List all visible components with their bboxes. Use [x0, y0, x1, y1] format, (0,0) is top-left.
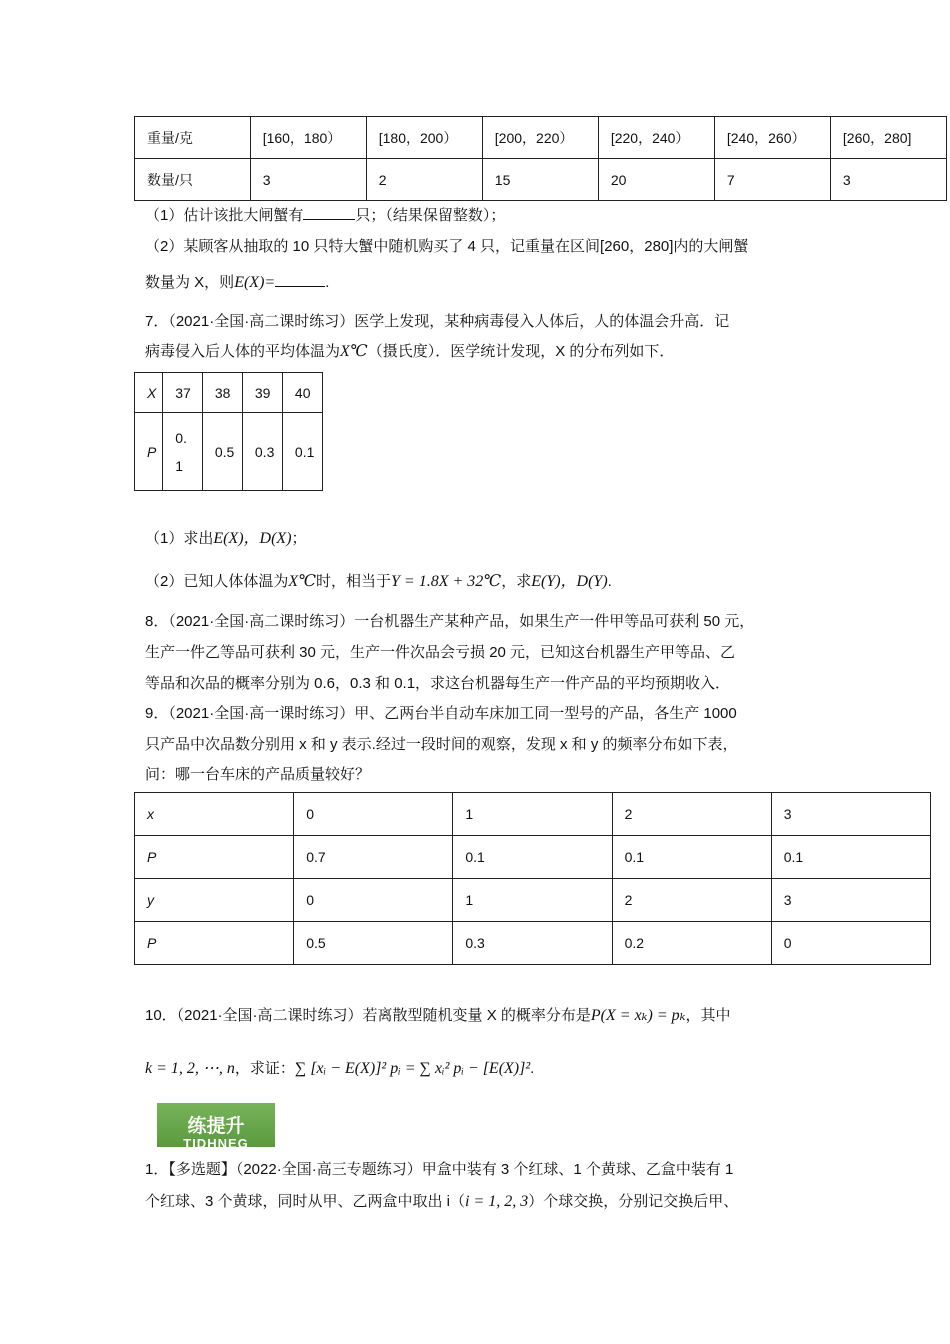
- table-cell: 40: [282, 373, 322, 413]
- math-expression: i = 1, 2, 3: [465, 1193, 529, 1210]
- q10-line1: [145, 1006, 730, 1026]
- py-row: [135, 922, 931, 965]
- table-cell: 2: [612, 793, 771, 836]
- q6-part2-text: 数量为 X，则: [145, 274, 235, 291]
- table-cell: 0: [294, 793, 453, 836]
- table-cell: 20: [598, 159, 714, 201]
- y-row: [135, 879, 931, 922]
- table-cell: x: [135, 793, 294, 836]
- math-proof-expression: ∑ [xᵢ − E(X)]² pᵢ = ∑ xᵢ² pᵢ − [E(X)]²: [294, 1060, 531, 1077]
- table-cell: 0.7: [294, 836, 453, 879]
- q9-line3: 问：哪一台车床的产品质量较好？: [145, 766, 371, 783]
- period: .: [607, 573, 612, 590]
- qup1-text: 个红球、3 个黄球，同时从甲、乙两盒中取出 i（: [145, 1193, 466, 1210]
- table-cell: 0.1: [282, 413, 322, 491]
- header-row: [135, 373, 323, 413]
- q6-part1-text: （1）估计该批大闸蟹有: [145, 207, 304, 224]
- table-cell: 0. 1: [163, 413, 203, 491]
- table-cell: 重量/克: [135, 117, 251, 159]
- table-cell: 38: [202, 373, 242, 413]
- table-cell: [180，200）: [366, 117, 482, 159]
- q10-text: 10．（2021·全国·高二课时练习）若离散型随机变量 X 的概率分布是: [145, 1007, 591, 1024]
- table-cell: 1: [453, 879, 612, 922]
- qup1-text: ）个球交换，分别记交换后甲、: [528, 1193, 739, 1210]
- q9-line1: 9．（2021·全国·高一课时练习）甲、乙两台半自动车床加工同一型号的产品，各生产 1000: [145, 705, 737, 722]
- q6-part1-text-end: 只；（结果保留整数）；: [355, 207, 506, 224]
- q7-line1: 7．（2021·全国·高二课时练习）医学上发现，某种病毒侵入人体后，人的体温会升高．记: [145, 313, 730, 330]
- math-variable: X℃: [288, 573, 317, 590]
- q10-text: ，其中: [685, 1007, 731, 1024]
- q7-text-end: （摄氏度）．医学统计发现，X 的分布列如下．: [367, 343, 675, 360]
- table-cell: P: [135, 836, 294, 879]
- table-cell: 3: [250, 159, 366, 201]
- math-expression: E(Y)，D(Y): [531, 573, 608, 590]
- q7-text: 病毒侵入后人体的平均体温为: [145, 343, 341, 360]
- table-cell: 0: [771, 922, 930, 965]
- q6-part2-line2: [145, 272, 329, 293]
- table-cell: [240，260）: [714, 117, 830, 159]
- table-cell: [160，180）: [250, 117, 366, 159]
- table-cell: 0.1: [771, 836, 930, 879]
- q6-part1: [145, 205, 505, 226]
- semicolon: ；: [291, 530, 307, 547]
- x-row: [135, 793, 931, 836]
- table-cell: [220，240）: [598, 117, 714, 159]
- table-cell: 0.3: [242, 413, 282, 491]
- answer-blank: [303, 205, 355, 220]
- table-cell: [260，280]: [830, 117, 946, 159]
- table-cell: 3: [830, 159, 946, 201]
- table-cell: 1: [453, 793, 612, 836]
- table-cell: P: [135, 922, 294, 965]
- weight-table: [134, 116, 947, 201]
- math-expression: k = 1, 2, ⋯, n: [145, 1060, 235, 1077]
- table-cell: 2: [366, 159, 482, 201]
- table-cell: 0.1: [453, 836, 612, 879]
- q8-line3: 等品和次品的概率分别为 0.6，0.3 和 0.1，求这台机器每生产一件产品的平均预期收入．: [145, 675, 731, 692]
- table-cell: [200，220）: [482, 117, 598, 159]
- table-cell: 0.5: [294, 922, 453, 965]
- badge-subtitle: TIDHNEG: [183, 1136, 249, 1147]
- q7-part2-text: （2）已知人体体温为: [145, 573, 289, 590]
- table-cell: 0: [294, 879, 453, 922]
- period: .: [530, 1060, 535, 1077]
- weight-row: [135, 117, 947, 159]
- table-cell: 15: [482, 159, 598, 201]
- section-badge: [157, 1103, 275, 1147]
- count-row: [135, 159, 947, 201]
- q6-part2-line1: （2）某顾客从抽取的 10 只特大蟹中随机购买了 4 只，记重量在区间[260，280]内的大闸蟹: [145, 238, 749, 255]
- answer-blank: [275, 272, 325, 287]
- frequency-distribution-table: [134, 792, 931, 965]
- table-cell: 0.3: [453, 922, 612, 965]
- q10-text: ，求证：: [234, 1060, 295, 1077]
- table-cell: 0.5: [202, 413, 242, 491]
- table-cell: 0.2: [612, 922, 771, 965]
- table-cell: 0.1: [612, 836, 771, 879]
- table-cell: X: [135, 373, 163, 413]
- probability-row: [135, 413, 323, 491]
- math-expression: E(X)=: [234, 274, 276, 291]
- table-cell: 39: [242, 373, 282, 413]
- qup1-line2: [145, 1192, 738, 1212]
- q7-part1: [145, 529, 307, 549]
- q7-part2-text: 时，相当于: [316, 573, 392, 590]
- math-expression: P(X = xₖ) = pₖ: [590, 1007, 686, 1024]
- q7-line2: [145, 342, 674, 362]
- table-cell: 3: [771, 793, 930, 836]
- table-cell: P: [135, 413, 163, 491]
- q7-part2: [145, 572, 612, 592]
- table-cell: 7: [714, 159, 830, 201]
- table-cell: 3: [771, 879, 930, 922]
- q9-line2: 只产品中次品数分别用 x 和 y 表示.经过一段时间的观察，发现 x 和 y 的频率分布如下表，: [145, 736, 738, 753]
- table-cell: 37: [163, 373, 203, 413]
- qup1-line1: 1．【多选题】（2022·全国·高三专题练习）甲盒中装有 3 个红球、1 个黄球、乙盒中装有 1: [145, 1161, 734, 1178]
- math-expression: E(X)，D(X): [213, 530, 292, 547]
- math-variable: X℃: [340, 343, 368, 360]
- q8-line1: 8．（2021·全国·高二课时练习）一台机器生产某种产品，如果生产一件甲等品可获利 50 元，: [145, 613, 755, 630]
- period: .: [325, 274, 330, 291]
- temperature-distribution-table: [134, 372, 323, 491]
- px-row: [135, 836, 931, 879]
- q8-line2: 生产一件乙等品可获利 30 元，生产一件次品会亏损 20 元，已知这台机器生产甲等品、乙: [145, 644, 736, 661]
- q7-part1-text: （1）求出: [145, 530, 214, 547]
- table-cell: 2: [612, 879, 771, 922]
- math-expression: Y = 1.8X + 32℃: [391, 573, 502, 590]
- q7-part2-text: ，求: [501, 573, 532, 590]
- badge-title: 练提升: [187, 1116, 245, 1137]
- q10-line2: [145, 1059, 534, 1079]
- table-cell: y: [135, 879, 294, 922]
- table-cell: 数量/只: [135, 159, 251, 201]
